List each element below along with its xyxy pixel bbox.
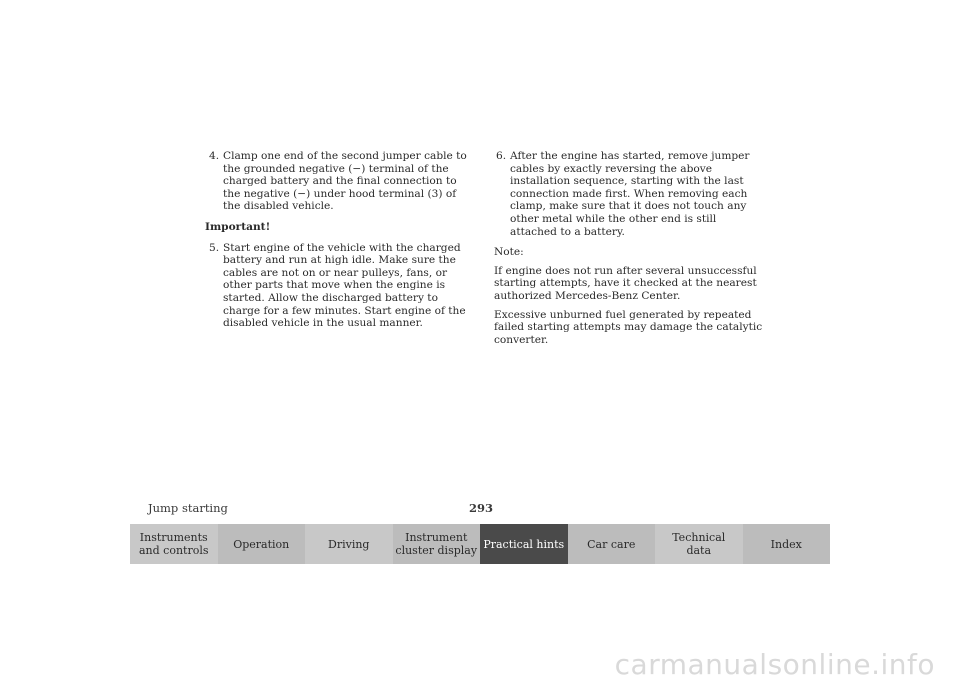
section-title: Jump starting [148, 501, 228, 515]
tab-index[interactable]: Index [743, 524, 831, 564]
step-text: After the engine has started, remove jumper cables by exactly reversing the above installation sequence, starting with the last connection made first. When removing each clamp, make sure that it does not touch any other metal while the other end is still attached to a battery. [510, 150, 750, 238]
step-number: 4. [209, 150, 220, 162]
tab-operation[interactable]: Operation [218, 524, 306, 564]
step-4 [205, 150, 475, 213]
step-5 [205, 242, 475, 330]
right-column [494, 150, 764, 352]
page-number: 293 [469, 501, 494, 515]
note-paragraph: If engine does not run after several unsuccessful starting attempts, have it checked at the nearest authorized Mercedes-Benz Center. [494, 264, 757, 302]
step-text: Clamp one end of the second jumper cable to the grounded negative (−) terminal of the charged battery and the final connection to the negative (−) under hood terminal (3) of the disabled vehicle. [223, 150, 467, 213]
step-text: Start engine of the vehicle with the charged battery and run at high idle. Make sure the cables are not on or near pulleys, fans, or other parts that move when the engine is started. Allow the discharged battery to charge for a few minutes. Start engine of the disabled vehicle in the usual manner. [223, 241, 466, 330]
tab-driving[interactable]: Driving [305, 524, 393, 564]
step-6 [494, 150, 764, 238]
note-paragraph: Excessive unburned fuel generated by repeated failed starting attempts may damage the catalytic converter. [494, 308, 763, 346]
tab-instrument-cluster-display[interactable]: Instrument cluster display [393, 524, 481, 564]
step-number: 6. [496, 150, 507, 162]
tab-practical-hints[interactable]: Practical hints [480, 524, 568, 564]
tab-technical-data[interactable]: Technical data [655, 524, 743, 564]
important-heading: Important! [205, 220, 271, 233]
tab-car-care[interactable]: Car care [568, 524, 656, 564]
tab-instruments-and-controls[interactable]: Instruments and controls [130, 524, 218, 564]
left-column [205, 150, 475, 338]
watermark: carmanualsonline.info [614, 648, 935, 681]
chapter-nav-bar [130, 524, 830, 564]
step-number: 5. [209, 241, 220, 254]
note-label: Note: [494, 246, 524, 259]
